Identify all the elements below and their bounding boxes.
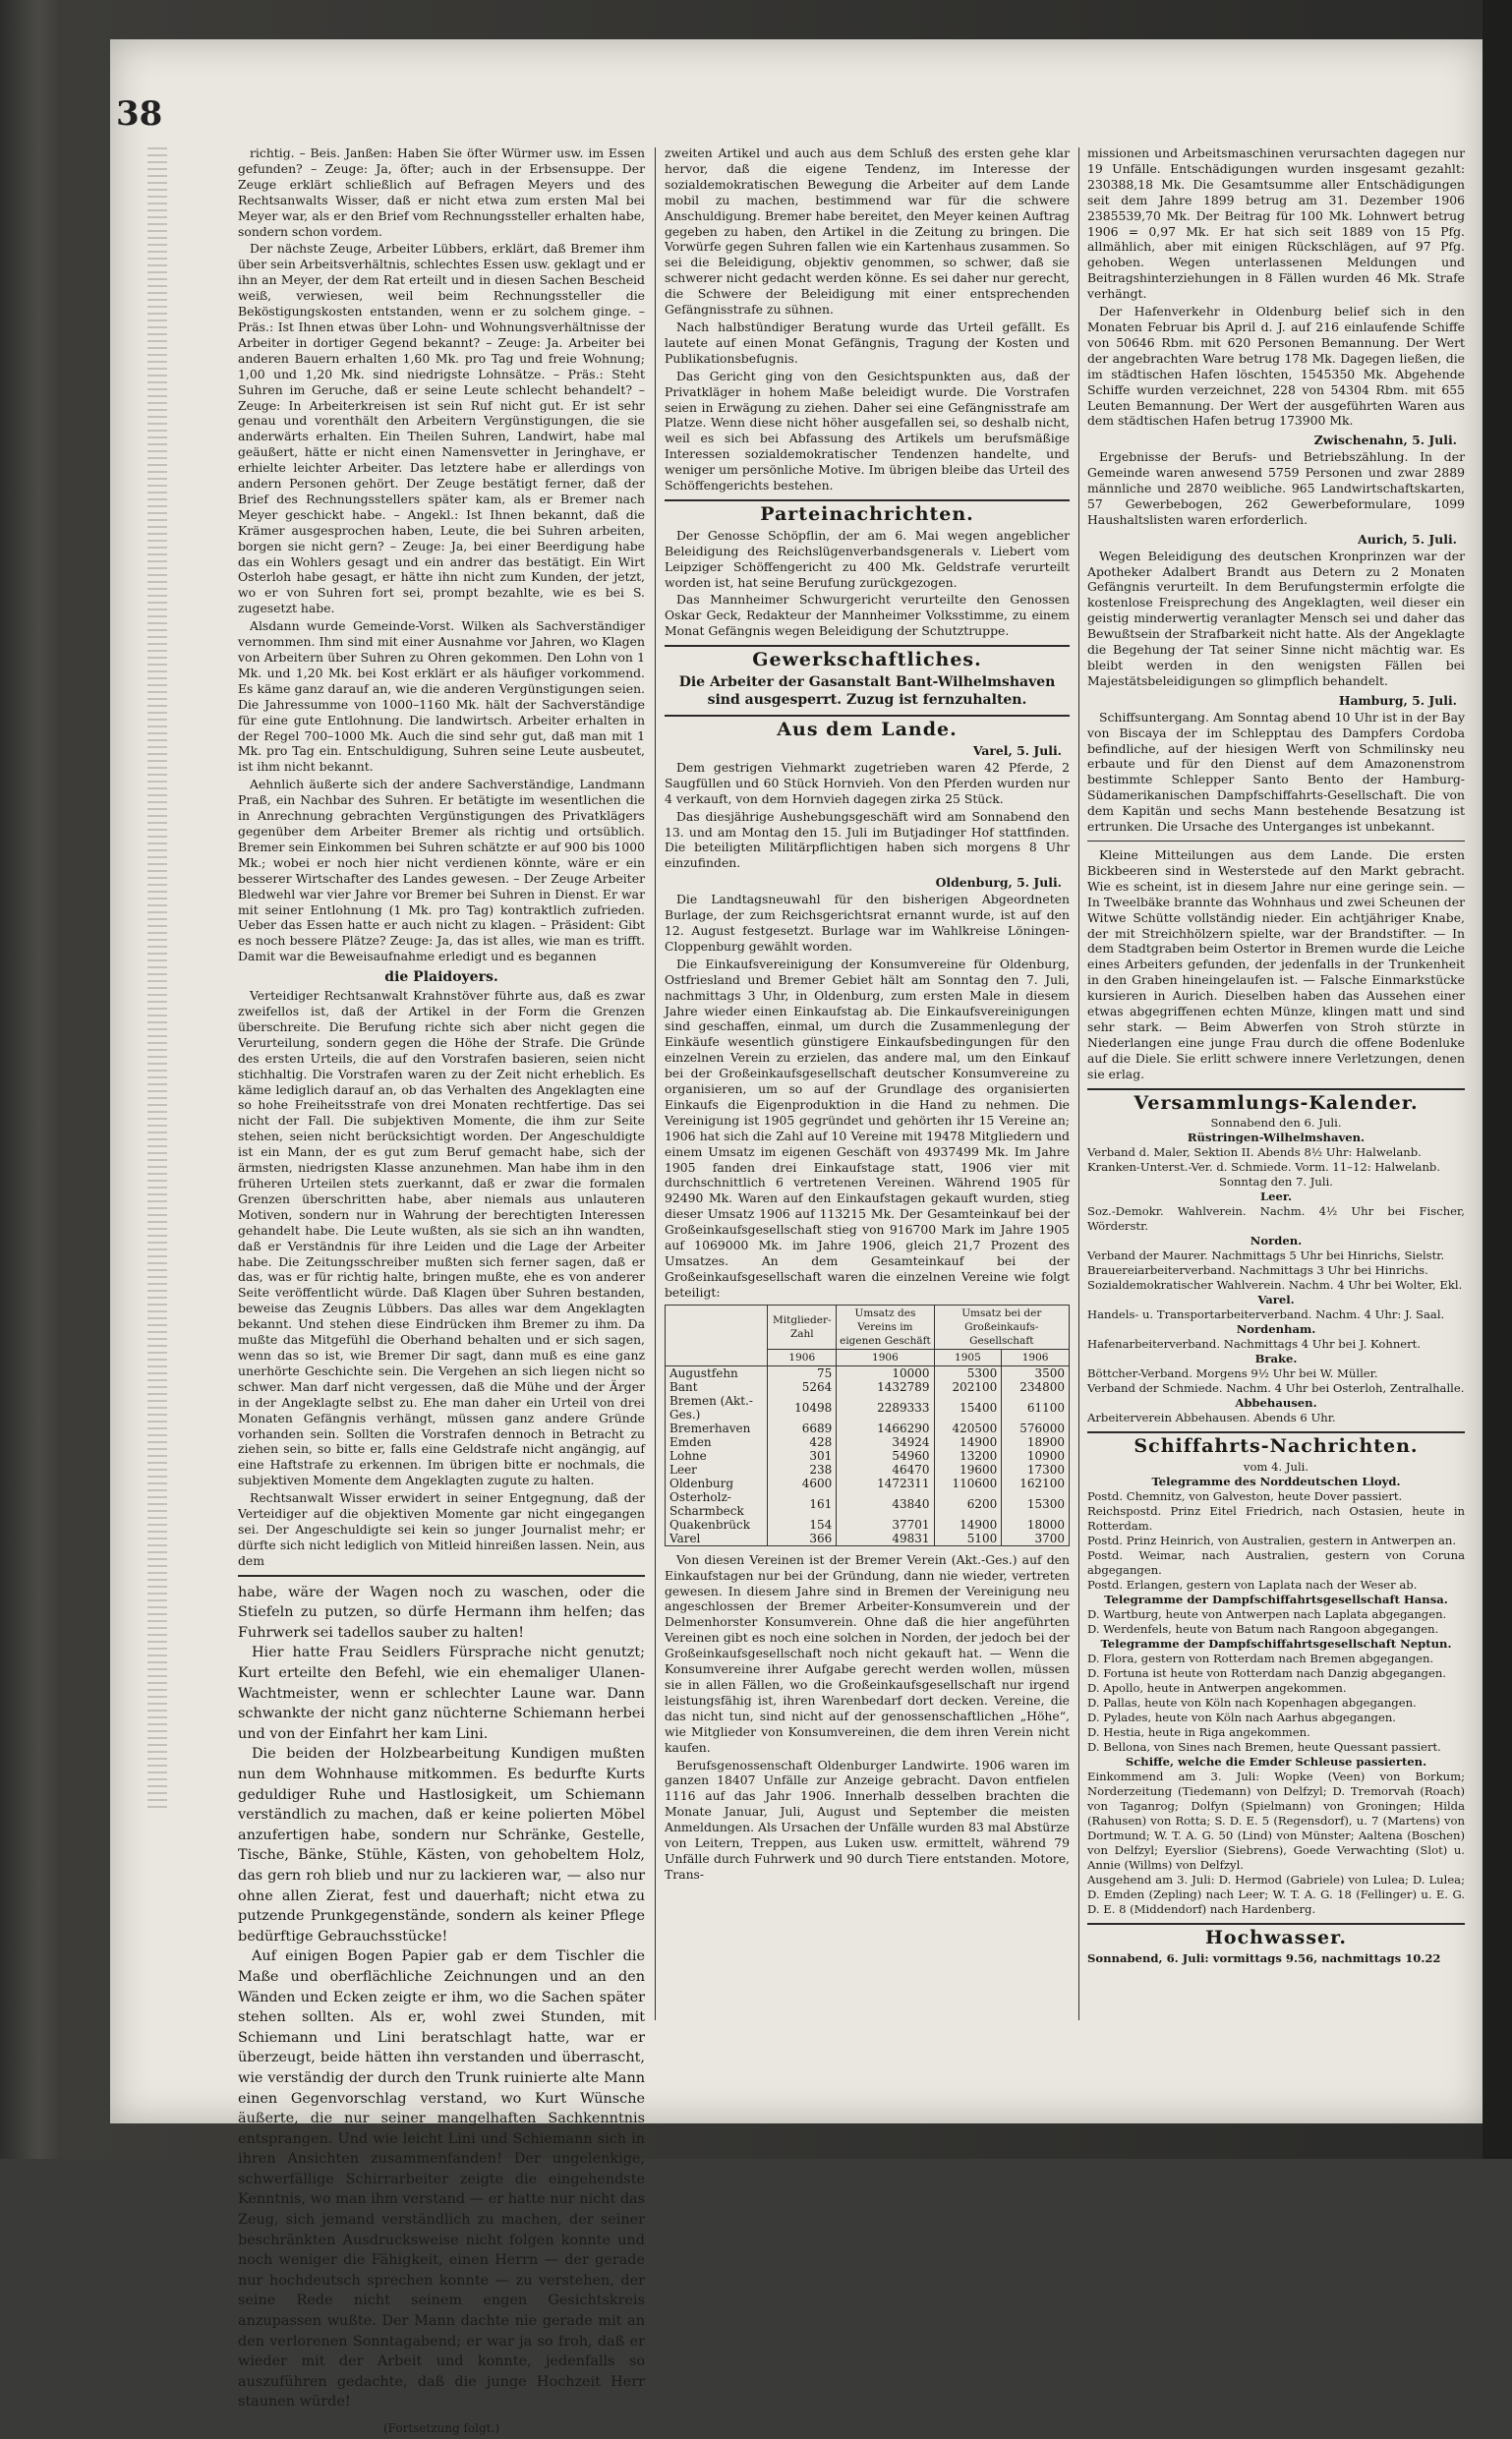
paragraph: Das Gericht ging von den Gesichtspunkten aus, daß der Privatkläger in hohem Maße beleidigt wurde. Die Vorstrafen seien in Erwägung zu ziehen. Daher sei eine Gefängnisstrafe am Platze. Wenn diese nicht höher ausgefallen sei, so deshalb nicht, weil es sich bei Abfassung des Artikels um berufsmäßige Interessen sozialdemokratischer Tendenzen handelte, und weniger um persönliche Motive. Im übrigen bleibe das Urteil des Schöffengerichts bestehen. [665, 368, 1070, 494]
table-cell: 13200 [934, 1449, 1002, 1463]
table-cell: 46470 [837, 1463, 934, 1477]
paragraph: Die beiden der Holzbearbeitung Kundigen mußten nun dem Wohnhause mitkommen. Es bedurfte Kurts geduldiger Ruhe und Hastlosigkeit, um Schiemann verständlich zu machen, daß er keine polierten Möbel anzufertigen habe, sondern nur Schränke, Gestelle, Tische, Bänke, Stühle, Kästen, von gehobeltem Holz, das gern roh blieb und nur zu lackieren war, — also nur ohne allen Zierat, fest und dauerhaft; nicht etwa zu putzende Prunkgegenstände, sondern als keiner Pflege bedürftige Gebrauchsstücke! [238, 1746, 645, 1945]
list-item: Postd. Erlangen, gestern von Laplata nach der Weser ab. [1087, 1578, 1418, 1593]
table-cell: 1466290 [837, 1422, 934, 1435]
table-row [666, 1380, 1070, 1394]
paragraph: richtig. – Beis. Janßen: Haben Sie öfter Würmer usw. im Essen gefunden? – Zeuge: Ja, öfter; auch in der Erbsensuppe. Der Zeuge erklärt schließlich auf Befragen Meyers und des Rechtsanwalts Wisser, daß er nicht etwa zum ersten Mal bei Meyer war, als er den Brief vom Rechnungssteller erhalten habe, sondern schon vordem. [238, 145, 645, 239]
section-heading: Hochwasser. [1204, 1927, 1348, 1949]
table-cell: 14900 [934, 1435, 1002, 1449]
paragraph: Das diesjährige Aushebungsgeschäft wird am Sonnabend den 13. und am Montag den 15. Juli im Butjadinger Hof stattfinden. Die beteiligten Militärpflichtigen haben sich morgens 8 Uhr einzufinden. [665, 808, 1070, 871]
place-heading: Abbehausen. [1235, 1396, 1317, 1411]
table-cell: Lohne [666, 1449, 768, 1463]
page-number: 38 [116, 94, 163, 134]
table-row [666, 1422, 1070, 1435]
table-cell: 154 [768, 1518, 837, 1532]
table-row [666, 1365, 1070, 1380]
table-cell: 34924 [837, 1435, 934, 1449]
table-cell: Leer [666, 1463, 768, 1477]
table-cell: 1432789 [837, 1380, 934, 1394]
subsection-heading: Telegramme der Dampfschiffahrtsgesellschaft Neptun. [1100, 1637, 1452, 1652]
paragraph: Nach halbstündiger Beratung wurde das Urteil gefällt. Es lautete auf einen Monat Gefängnis, Tragung der Kosten und Publikationsbefugnis. [665, 319, 1070, 366]
dateline: Aurich, 5. Juli. [1358, 531, 1457, 547]
table-cell: Bremen (Akt.-Ges.) [666, 1394, 768, 1422]
list-item: Sozialdemokratischer Wahlverein. Nachm. 4 Uhr bei Wolter, Ekl. [1087, 1278, 1463, 1293]
list-item: Verband der Schmiede. Nachm. 4 Uhr bei Osterloh, Zentralhalle. [1087, 1381, 1465, 1396]
table-cell: 19600 [934, 1463, 1002, 1477]
table-cell: Bant [666, 1380, 768, 1394]
paragraph: Berufsgenossenschaft Oldenburger Landwirte. 1906 waren im ganzen 18407 Unfälle zur Anzeige gebracht. Davon entfielen 1116 auf das Jahr 1906. Innerhalb desselben brachten die Monate Januar, Juli, August und September die meisten Anmeldungen. Als Ursachen der Unfälle wurden 83 mal Abstürze von Leitern, Treppen, aus Luken usw. ermittelt, während 79 Unfälle durch Fuhrwerk und 90 durch Tiere entstanden. Motore, Trans- [665, 1757, 1070, 1882]
section-heading: Aus dem Lande. [777, 719, 958, 741]
table-cell: 75 [768, 1365, 837, 1380]
divider [1087, 1923, 1465, 1925]
table-cell: 301 [768, 1449, 837, 1463]
list-item: Handels- u. Transportarbeiterverband. Nachm. 4 Uhr: J. Saal. [1087, 1307, 1445, 1322]
paragraph: Kleine Mitteilungen aus dem Lande. Die ersten Bickbeeren sind in Westerstede auf den Markt gebracht. Wie es scheint, ist in diesem Jahre nur eine geringe sein. — In Tweelbäke brannte das Wohnhaus und zwei Scheunen der Witwe Schütte vollständig nieder. Ein achtjähriger Knabe, der mit Streichhölzern spielte, war der Brandstifter. — In dem Stadtgraben beim Ostertor in Bremen wurde die Leiche eines Arbeiters gefunden, der jedenfalls in der Trunkenheit in den Graben hineingelaufen ist. — Falsche Einmarkstücke kursieren in Aurich. Dieselben haben das Aussehen einer etwas abgegriffenen echten Münze, klingen matt und sind sehr stark. — Beim Abwerfen von Stroh stürzte in Niederlangen eine junge Frau durch die offene Bodenluke auf die Diele. Sie erlitt schwere innere Verletzungen, denen sie erlag. [1087, 846, 1465, 1081]
dateline: Oldenburg, 5. Juli. [935, 875, 1062, 891]
list-item: Kranken-Unterst.-Ver. d. Schmiede. Vorm. 11–12: Halwelanb. [1087, 1160, 1441, 1175]
lockout-notice: Die Arbeiter der Gasanstalt Bant-Wilhelmshaven sind ausgesperrt. Zuzug ist fernzuhalten. [678, 674, 1056, 709]
place-heading: Leer. [1260, 1190, 1292, 1204]
table-cell: 37701 [837, 1518, 934, 1532]
divider [1087, 1431, 1465, 1433]
table-cell: 234800 [1002, 1380, 1070, 1394]
table-cell: 4600 [768, 1477, 837, 1490]
list-item: D. Fortuna ist heute von Rotterdam nach Danzig abgegangen. [1087, 1666, 1446, 1681]
date-heading: Sonnabend den 6. Juli. [1210, 1116, 1342, 1131]
table-cell: 202100 [934, 1380, 1002, 1394]
statistics-table [665, 1305, 1070, 1546]
table-cell: 15300 [1002, 1490, 1070, 1518]
table-subheader: 1906 [1002, 1349, 1070, 1365]
dateline: Varel, 5. Juli. [972, 743, 1062, 758]
paragraph: zweiten Artikel und auch aus dem Schluß des ersten gehe klar hervor, daß die eigene Tendenz, im Interesse der sozialdemokratischen Bewegung die Arbeiter auf dem Lande mobil zu machen, bestimmend war für die schwere Anschuldigung. Bremer habe bereitet, den Meyer keinen Auftrag gegeben zu haben, den Artikel in die Zeitung zu bringen. Die Vorwürfe gegen Suhren fallen wie ein Kartenhaus zusammen. So sei die Beleidigung, objektiv genommen, so schwer, daß sie schwerer nicht gedacht werden könne. Es sei daher nur gerecht, die Schwere der Beleidigung mit einer entsprechenden Gefängnisstrafe zu sühnen. [665, 145, 1070, 318]
table-subheader: 1905 [934, 1349, 1002, 1365]
paragraph: Aehnlich äußerte sich der andere Sachverständige, Landmann Praß, ein Nachbar des Suhren. Er betätigte im wesentlichen die in Anrechnung gebrachten Vergünstigungen des Privatklägers gegenüber dem Arbeiter Bremer als richtig und ortsüblich. Bremer sein Einkommen bei Suhren schätzte er auf 900 bis 1000 Mk.; wobei er noch hier nicht verdienen könnte, wäre er ein besserer Wirtschafter des Landes gewesen. – Der Zeuge Arbeiter Bledwehl war vier Jahre vor Bremer bei Suhren in Dienst. Er war mit seiner Entlohnung (1 Mk. pro Tag) kontraktlich zufrieden. Ueber das Essen hatte er auch nicht zu klagen. – Präsident: Gibt es noch bessere Plätze? Zeuge: Ja, das ist alles, wie man es trifft. Damit war die Beweisaufnahme erledigt und es begannen [238, 777, 645, 964]
table-cell: 5300 [934, 1365, 1002, 1380]
list-item: D. Pylades, heute von Köln nach Aarhus abgegangen. [1087, 1711, 1396, 1725]
divider [665, 715, 1070, 717]
section-heading: die Plaidoyers. [384, 969, 498, 986]
column-3 [1087, 145, 1465, 1966]
list-item: D. Apollo, heute in Antwerpen angekommen. [1087, 1681, 1347, 1696]
table-cell: 6689 [768, 1422, 837, 1435]
table-cell: 162100 [1002, 1477, 1070, 1490]
list-item: Einkommend am 3. Juli: Wopke (Veen) von Borkum; Norderzeitung (Tiedemann) von Delfzyl; D. Tremorvah (Roach) von Taganrog; Dolfyn (Spielmann) von Groningen; Hilda (Rahusen) von Rotta; S. D. E. 5 (Regensdorf), u. 7 (Martens) von Dortmund; W. T. A. G. 50 (Lind) von Münster; Aaltena (Boschen) von Delfzyl; Eyerslior (Siebrens), Goede Verwachting (Slot) u. Annie (Willms) von Delfzyl. [1087, 1770, 1465, 1873]
subsection-heading: Telegramme der Dampfschiffahrtsgesellschaft Hansa. [1104, 1593, 1448, 1607]
paragraph: Dem gestrigen Viehmarkt zugetrieben waren 42 Pferde, 2 Saugfüllen und 60 Stück Hornvieh. Von den Pferden wurden nur 4 verkauft, von dem Hornvieh dagegen zirka 25 Stück. [665, 759, 1070, 806]
meeting-calendar [1087, 1116, 1465, 1425]
dateline: Zwischenahn, 5. Juli. [1313, 433, 1457, 448]
dateline: Hamburg, 5. Juli. [1338, 692, 1457, 708]
section-heading: Parteinachrichten. [760, 502, 974, 525]
section-heading: Gewerkschaftliches. [752, 649, 982, 671]
paragraph: Ergebnisse der Berufs- und Betriebszählung. In der Gemeinde waren anwesend 5759 Personen und zwar 2889 männliche und 2870 weibliche. 965 Landwirtschaftskarten, 57 Gewerbebogen, 262 Gewerbeformulare, 1099 Haushaltslisten waren erforderlich. [1087, 449, 1465, 527]
paragraph: Verteidiger Rechtsanwalt Krahnstöver führte aus, daß es zwar zweifellos ist, daß der Artikel in der Form die Grenzen überschreite. Die Berufung richte sich aber nicht gegen die Verurteilung, sondern gegen die Höhe der Strafe. Die Gründe des ersten Urteils, die auf den Vorstrafen basieren, seien nicht stichhaltig. Die Vorstrafen waren zu der Zeit nicht erheblich. Es käme lediglich darauf an, ob das Verhalten des Angeklagten eine so hohe Freiheitsstrafe von drei Monaten rechtfertige. Das sei nicht der Fall. Die subjektiven Momente, die ihm zur Seite stehen, seien nicht berücksichtigt worden. Der Angeschuldigte ist ein Mann, der es gut zum Beruf gemacht habe, sich der ärmsten, niedrigsten Klasse anzunehmen. Man habe ihm in den früheren Urteilen stets zuerkannt, daß er zwar die formalen Grenzen überschritten habe, aber niemals aus unlauteren Motiven, sondern nur in Wahrung der berechtigten Interessen gehandelt habe. Die Leute wußten, als sie sich an ihn wandten, daß er Verständnis für ihre Leiden und die Lage der Arbeiter habe. Die Zeitungsschreiber mußten sich ferner sagen, daß er das, was er für richtig halte, bringen mußte, ehe es von anderer Seite veröffentlicht würde. Daß Klagen über Suhren bestanden, beweise das Zeugnis Lübbers. Das alles war dem Angeklagten bekannt. Und stehen diese Eindrücken ihm Bremer zu ihm. Da mußte das Mitgefühl die Oberhand behalten und er sich sagen, wenn das so ist, wie Bremer Dir sagt, dann muß es eine ganz unerhörte Geschichte sein. Die Vergehen an sich liegen nicht so schwer. Man darf nicht vergessen, daß die Mühe und der Ärger in der Angeklagte selbst zu. Ehe man daher ein Urteil von drei Monaten Gefängnis verhängt, müssen ganz andere Gründe vorhanden sein. Sollten die Vorstrafen dennoch in Betracht zu ziehen sein, so bitte er, falls eine Geldstrafe nicht angängig, auf eine Haftstrafe zu erkennen. Im übrigen bitte er nochmals, die subjektiven Momente dem Angeklagten zugute zu halten. [238, 988, 645, 1488]
column-rule [655, 147, 656, 2020]
table-cell: 3700 [1002, 1532, 1070, 1546]
table-cell: 110600 [934, 1477, 1002, 1490]
list-item: Böttcher-Verband. Morgens 9½ Uhr bei W. Müller. [1087, 1366, 1378, 1381]
place-heading: Norden. [1250, 1234, 1303, 1249]
list-item: Hafenarbeiterverband. Nachmittags 4 Uhr bei J. Kohnert. [1087, 1337, 1422, 1352]
shipping-news [1087, 1475, 1465, 1917]
table-cell: Oldenburg [666, 1477, 768, 1490]
divider [665, 645, 1070, 647]
column-rule [1078, 147, 1079, 2020]
table-row [666, 1463, 1070, 1477]
paragraph: Das Mannheimer Schwurgericht verurteilte den Genossen Oskar Geck, Redakteur der Mannheimer Volksstimme, zu einem Monat Gefängnis wegen Beleidigung der Schutztruppe. [665, 592, 1070, 639]
subsection-heading: Schiffe, welche die Emder Schleuse passierten. [1125, 1755, 1427, 1770]
table-cell: 15400 [934, 1394, 1002, 1422]
paragraph: Wegen Beleidigung des deutschen Kronprinzen war der Apotheker Adalbert Brandt aus Detern zu 2 Monaten Gefängnis verurteilt. In dem Berufungstermin erfolgte die kostenlose Freisprechung des Angeklagten, weil dieser ein geistig minderwertig veranlagter Mensch sei und daher das Bewußtsein der Strafbarkeit nicht hatte. Als der Angeklagte die Begehung der Tat seiner Sinne nicht mächtig war. Es bleibt werden in den wenigsten Fällen bei Majestätsbeleidigungen so glimpflich behandelt. [1087, 548, 1465, 688]
column-1 [238, 145, 645, 2439]
paragraph: Hier hatte Frau Seidlers Fürsprache nicht genutzt; Kurt erteilte den Befehl, wie ein ehemaliger Ulanen-Wachtmeister, wenn er schlechter Laune war. Dann schwankte der nicht ganz nüchterne Schiemann herbei und von der Einfahrt her kam Lini. [238, 1645, 645, 1742]
list-item: D. Hestia, heute in Riga angekommen. [1087, 1725, 1310, 1740]
table-cell: Emden [666, 1435, 768, 1449]
paragraph: Der nächste Zeuge, Arbeiter Lübbers, erklärt, daß Bremer ihm über sein Arbeitsverhältnis, schlechtes Essen usw. geklagt und er ihn an Meyer, der dem Rat erteilt und in diesen Sachen Bescheid weiß, verwiesen, weil beim Rechnungssteller die Beköstigungskosten entstanden, wenn er zu solchem ginge. – Präs.: Ist Ihnen etwas über Lohn- und Wohnungsverhältnisse der Arbeiter in dortiger Gegend bekannt? – Zeuge: Ja. Arbeiter bei anderen Bauern erhalten 1,60 Mk. pro Tag und freie Wohnung; 1,00 und 1,20 Mk. sind niedrigste Lohnsätze. – Präs.: Steht Suhren im Geruche, daß er seine Leute schlecht behandelt? – Zeuge: In Arbeiterkreisen ist sein Ruf nicht gut. Er ist sehr genau und vorenthält den Arbeitern Vergünstigungen, die sie anderwärts erhalten. Ein Theilen Suhren, Landwirt, habe mal geäußert, hätte er nicht einen Namensvetter in Jeringhave, er erhielte leichter Arbeiter. Das letztere habe er allerdings von andern Personen gehört. Der Zeuge bestätigt ferner, daß der Brief des Rechnungsstellers später kam, als er Bremer nach Meyer geschickt habe. – Angekl.: Ist Ihnen bekannt, daß die Krämer ausgesprochen haben, Leute, die bei Suhren arbeiten, borgen sie nicht gern? – Zeuge: Ja, bei einer Beerdigung habe das ein Wohlers gesagt und ein andrer das bestätigt. Ein Wirt Osterloh habe gesagt, er hätte ihn nicht zum Kunden, der jetzt, wo er von Suhren fort sei, prompt bezahlte, wie es bei S. zugesetzt habe. [238, 241, 645, 616]
list-item: Verband d. Maler, Sektion II. Abends 8½ Uhr: Halwelanb. [1087, 1145, 1422, 1160]
list-item: D. Pallas, heute von Köln nach Kopenhagen abgegangen. [1087, 1696, 1417, 1711]
list-item: Postd. Weimar, nach Australien, gestern von Coruna abgegangen. [1087, 1548, 1465, 1578]
serial-story [238, 1583, 645, 2439]
table-row [666, 1394, 1070, 1422]
divider [665, 499, 1070, 501]
table-header: Mitglieder-Zahl [768, 1305, 837, 1349]
high-water-times: Sonnabend, 6. Juli: vormittags 9.56, nachmittags 10.22 [1087, 1951, 1441, 1966]
table-cell: 161 [768, 1490, 837, 1518]
date-heading: Sonntag den 7. Juli. [1219, 1175, 1333, 1190]
table-subheader: 1906 [837, 1349, 934, 1365]
shipping-date: vom 4. Juli. [1243, 1460, 1309, 1475]
divider [1087, 841, 1465, 842]
paragraph: Von diesen Vereinen ist der Bremer Verein (Akt.-Ges.) auf den Einkaufstagen nur bei der Gründung, dann nie wieder, vertreten gewesen. In diesem Jahre sind in Bremen der Vereinigung neu angeschlossen der Bremer Arbeiter-Konsumverein und der Delmenhorster Konsumverein. Ohne daß die hier angeführten Vereinen gibt es noch eine solchen in Norden, der jedoch bei der Großeinkaufsgesellschaft noch nicht gekauft hat. — Wenn die Konsumvereine ihrer Aufgabe gerecht werden wollen, müssen sie in allen Fällen, wo die Großeinkaufsgesellschaft nur irgend leistungsfähig ist, ihren Warenbedarf dort decken. Vereine, die das nicht tun, sind nicht auf der genossenschaftlichen „Höhe“, wie Mitglieder von Konsumvereinen, die dem ihren Verein nicht kaufen. [665, 1551, 1070, 1755]
list-item: Postd. Prinz Heinrich, von Australien, gestern in Antwerpen an. [1087, 1534, 1457, 1548]
table-cell: 43840 [837, 1490, 934, 1518]
list-item: Arbeiterverein Abbehausen. Abends 6 Uhr. [1087, 1411, 1336, 1425]
table-cell: 49831 [837, 1532, 934, 1546]
list-item: Ausgehend am 3. Juli: D. Hermod (Gabriele) von Lulea; D. Lulea; D. Emden (Zepling) nach Leer; W. T. A. G. 18 (Fellinger) u. E. G. D. E. 8 (Middendorf) nach Hardenberg. [1087, 1873, 1465, 1917]
table-cell: 54960 [837, 1449, 934, 1463]
table-cell: 10000 [837, 1365, 934, 1380]
list-item: D. Werdenfels, heute von Batum nach Rangoon abgegangen. [1087, 1622, 1439, 1637]
binding-edge [1483, 0, 1512, 2159]
place-heading: Varel. [1257, 1293, 1295, 1307]
table-cell: Varel [666, 1532, 768, 1546]
list-item: Reichspostd. Prinz Eitel Friedrich, nach Ostasien, heute in Rotterdam. [1087, 1504, 1465, 1534]
table-cell: 1472311 [837, 1477, 934, 1490]
table-row [666, 1518, 1070, 1532]
table-cell: 18900 [1002, 1435, 1070, 1449]
section-heading: Versammlungs-Kalender. [1134, 1091, 1419, 1114]
table-subheader: 1906 [768, 1349, 837, 1365]
table-cell: 5100 [934, 1532, 1002, 1546]
paragraph: Alsdann wurde Gemeinde-Vorst. Wilken als Sachverständiger vernommen. Ihm sind mit einer Ausnahme vor Jahren, wo Klagen von Arbeitern über Suhren zu Ohren gekommen. Den Lohn von 1 Mk. und 1,20 Mk. bei Kost erklärt er als häufiger vorkommend. Es käme ganz darauf an, wie die anderen Vergünstigungen seien. Die Jahressumme von 1000–1160 Mk. hält der Sachverständige für eine gute Entlohnung. Die landwirtsch. Arbeiter erhalten in der Regel 700–1000 Mk. Auch die sind sehr gut, daß man mit 1 Mk. pro Tag ein. Entschuldigung, Suhren seine Leute ausbeutet, ist ihm nicht bekannt. [238, 618, 645, 775]
continued-note: (Fortsetzung folgt.) [383, 2421, 499, 2435]
table-cell: 14900 [934, 1518, 1002, 1532]
table-cell: Augustfehn [666, 1365, 768, 1380]
table-cell: 17300 [1002, 1463, 1070, 1477]
table-row [666, 1435, 1070, 1449]
paragraph: Die Landtagsneuwahl für den bisherigen Abgeordneten Burlage, der zum Reichsgerichtsrat ernannt wurde, ist auf den 12. August festgesetzt. Burlage war im Wahlkreise Löningen-Cloppenburg gewählt worden. [665, 892, 1070, 954]
table-cell: Bremerhaven [666, 1422, 768, 1435]
table-cell: 2289333 [837, 1394, 934, 1422]
list-item: D. Wartburg, heute von Antwerpen nach Laplata abgegangen. [1087, 1607, 1447, 1622]
paragraph: Schiffsuntergang. Am Sonntag abend 10 Uhr ist in der Bay von Biscaya der im Schlepptau des Dampfers Cordoba befindliche, auf der hiesigen Werft von Schmilinsky neu erbaute und für den Dienst auf dem Amazonenstrom bestimmte Schlepper Santo Bento der Hamburg-Südamerikanischen Dampfschiffahrts-Gesellschaft. Die von dem Kapitän und sechs Mann bestehende Besatzung ist ertrunken. Die Ursache des Unterganges ist unbekannt. [1087, 709, 1465, 835]
table-row [666, 1477, 1070, 1490]
place-heading: Brake. [1254, 1352, 1298, 1366]
table-cell: 420500 [934, 1422, 1002, 1435]
section-heading: Schiffahrts-Nachrichten. [1134, 1435, 1419, 1458]
column-2 [665, 145, 1070, 1885]
table-cell: 5264 [768, 1380, 837, 1394]
table-cell: 6200 [934, 1490, 1002, 1518]
table-cell: Quakenbrück [666, 1518, 768, 1532]
paragraph: habe, wäre der Wagen noch zu waschen, oder die Stiefeln zu putzen, so dürfe Hermann ihm helfen; das Fuhrwerk sei tadellos sauber zu halten! [238, 1584, 645, 1641]
table-cell: 576000 [1002, 1422, 1070, 1435]
list-item: Postd. Chemnitz, von Galveston, heute Dover passiert. [1087, 1489, 1403, 1504]
place-heading: Nordenham. [1236, 1322, 1316, 1337]
table-row [666, 1449, 1070, 1463]
table-cell: 10900 [1002, 1449, 1070, 1463]
table-header: Umsatz des Vereins im eigenen Geschäft [837, 1305, 934, 1349]
place-heading: Rüstringen-Wilhelmshaven. [1187, 1131, 1366, 1145]
paragraph: missionen und Arbeitsmaschinen verursachten dagegen nur 19 Unfälle. Entschädigungen wurden insgesamt gezahlt: 230388,18 Mk. Die Gesamtsumme aller Entschädigungen seit dem Jahre 1899 betrug am 31. Dezember 1906 2385539,70 Mk. Der Beitrag für 100 Mk. Lohnwert betrug 1906 = 0,97 Mk. Er hat sich seit 1889 von 15 Pfg. allmählich, aber mit einigen Rückschlägen, auf 97 Pfg. gehoben. Wegen unterlassenen Meldungen und Beitragshinterziehungen in 8 Fällen wurden 46 Mk. Strafe verhängt. [1087, 145, 1465, 302]
divider [238, 1575, 645, 1577]
table-cell: 61100 [1002, 1394, 1070, 1422]
list-item: Soz.-Demokr. Wahlverein. Nachm. 4½ Uhr bei Fischer, Wörderstr. [1087, 1204, 1465, 1234]
table-row [666, 1532, 1070, 1546]
paragraph: Auf einigen Bogen Papier gab er dem Tischler die Maße und oberflächliche Zeichnungen und an den Wänden und Ecken zeigte er ihm, wo die Sachen später stehen sollten. Als er, wohl zwei Stunden, mit Schiemann und Lini beratschlagt hatte, war er überzeugt, beide hätten ihn verstanden und überrascht, wie verständig der durch den Trunk ruinierte alte Mann einen Gegenvorschlag verstand, wo Kurt Wünsche äußerte, die nur seiner mangelhaften Sachkenntnis entsprangen. Und wie leicht Lini und Schiemann sich in ihren Ansichten zusammenfanden! Der ungelenkige, schwerfällige Schirrarbeiter zeigte die eingehendste Kenntnis, wo man ihm verstand — er hatte nur nicht das Zeug, sich jemand verständlich zu machen, der seiner beschränkten Ausdrucksweise nicht folgen konnte und noch weniger die Fähigkeit, einen Herrn — der gerade nur hochdeutsch sprechen konnte — zu verstehen, der seine Rede nicht seinem engen Gesichtskreis anzupassen wußte. Der Mann dachte nie gerade mit an den verlorenen Sonntagabend; er war ja so froh, daß er wieder mit der Arbeit und konnte, jedenfalls so auszuführen gedachte, daß die junge Hochzeit Herr staunen würde! [238, 1948, 645, 2410]
paragraph: Der Hafenverkehr in Oldenburg belief sich in den Monaten Februar bis April d. J. auf 216 einlaufende Schiffe von 50646 Rbm. mit 620 Personen Bemannung. Der Wert der angebrachten Ware betrug 178 Mk. Dagegen ließen, die im städtischen Hafen löschten, 1545350 Mk. Abgehende Schiffe wurden verzeichnet, 228 von 54304 Rbm. mit 655 Leuten Bemannung. Der Wert der ausgeführten Waren aus dem städtischen Hafen betrug 173900 Mk. [1087, 304, 1465, 429]
table-header [666, 1305, 768, 1365]
paragraph: Rechtsanwalt Wisser erwidert in seiner Entgegnung, daß der Verteidiger auf die objektiven Momente gar nicht eingegangen sei. Der Angeschuldigte sei kein so junger Journalist mehr; er dürfte sich nicht lediglich von Mitleid hinreißen lassen. Nein, aus dem [238, 1490, 645, 1568]
table-row [666, 1490, 1070, 1518]
paragraph: Die Einkaufsvereinigung der Konsumvereine für Oldenburg, Ostfriesland und Bremer Gebiet hält am Sonntag den 7. Juli, nachmittags 3 Uhr, in Oldenburg, zum ersten Male in diesem Jahre wieder einen Einkaufstag ab. Die Einkaufsvereinigungen sind geschaffen, einmal, um durch die Zusammenlegung der Einkäufe wesentlich günstigere Einkaufsbedingungen für den einzelnen Verein zu erzielen, das andere mal, um den Einkauf bei der Großeinkaufsgesellschaft deutscher Konsumvereine zu organisieren, um so auf der Grundlage des organisierten Einkaufs die Eigenproduktion in die Hand zu nehmen. Die Vereinigung ist 1905 gegründet und gehörten ihr 15 Vereine an; 1906 hat sich die Zahl auf 10 Vereine mit 19478 Mitgliedern und einem Umsatz im eigenen Geschäft von 4937499 Mk. Im Jahre 1905 fanden drei Einkaufstage statt, 1906 vier mit durchschnittlich 6 vertretenen Vereinen. Während 1905 für 92490 Mk. Waren auf den Einkaufstagen gekauft wurden, stieg dieser Umsatz 1906 auf 113215 Mk. Der Gesamteinkauf bei der Großeinkaufsgesellschaft stieg von 916700 Mark im Jahre 1905 auf 1069000 Mk. im Jahre 1906, gleich 21,7 Prozent des Umsatzes. An dem Gesamteinkauf bei der Großeinkaufsgesellschaft waren die einzelnen Vereine wie folgt beteiligt: [665, 956, 1070, 1300]
list-item: Verband der Maurer. Nachmittags 5 Uhr bei Hinrichs, Sielstr. [1087, 1249, 1445, 1263]
table-cell: 3500 [1002, 1365, 1070, 1380]
list-item: D. Flora, gestern von Rotterdam nach Bremen abgegangen. [1087, 1652, 1434, 1666]
subsection-heading: Telegramme des Norddeutschen Lloyd. [1151, 1475, 1401, 1489]
list-item: Brauereiarbeiterverband. Nachmittags 3 Uhr bei Hinrichs. [1087, 1263, 1428, 1278]
table-cell: 18000 [1002, 1518, 1070, 1532]
list-item: D. Bellona, von Sines nach Bremen, heute Quessant passiert. [1087, 1740, 1441, 1755]
paragraph: Der Genosse Schöpflin, der am 6. Mai wegen angeblicher Beleidigung des Reichslügenverbandsgenerals v. Liebert vom Leipziger Schöffengericht zu 400 Mk. Geldstrafe verurteilt worden ist, hat seine Berufung zurückgezogen. [665, 527, 1070, 590]
table-cell: 238 [768, 1463, 837, 1477]
table-cell: 366 [768, 1532, 837, 1546]
table-cell: Osterholz-Scharmbeck [666, 1490, 768, 1518]
margin-ruling [147, 147, 167, 1809]
divider [1087, 1088, 1465, 1090]
table-cell: 428 [768, 1435, 837, 1449]
table-cell: 10498 [768, 1394, 837, 1422]
table-header: Umsatz bei der Großeinkaufs-Gesellschaft [934, 1305, 1069, 1349]
